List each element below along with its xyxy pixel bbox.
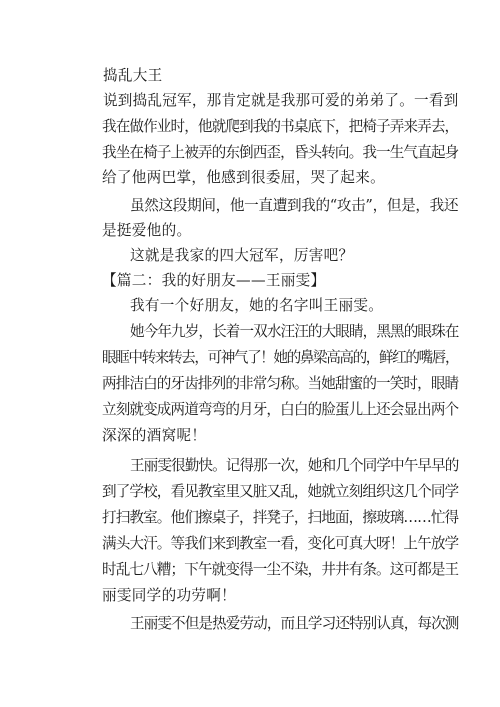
text-line: 时乱七八糟；下午就变得一尘不染，井井有条。这可都是王 (102, 561, 459, 578)
section-heading: 【篇二：我的好朋友——王丽雯】 (102, 272, 326, 289)
text-line: 是挺爱他的。 (102, 222, 192, 239)
text-line: 丽雯同学的功劳啊！ (102, 587, 237, 604)
text-line: 捣乱大王 (103, 67, 163, 84)
text-line: 立刻就变成两道弯弯的月牙，白白的脸蛋儿上还会显出两个 (102, 401, 459, 418)
text-line: 我有一个好朋友，她的名字叫王丽雯。 (130, 297, 384, 314)
text-line: 我坐在椅子上被弄的东倒西歪，昏头转向。我一生气直起身 (102, 144, 459, 161)
text-line: 虽然这段期间，他一直遭到我的“攻击”，但是，我还 (130, 197, 459, 214)
text-line: 我在做作业时，他就爬到我的书桌底下，把椅子弄来弄去， (102, 118, 459, 135)
text-line: 说到捣乱冠军，那肯定就是我那可爱的弟弟了。一看到 (103, 92, 459, 109)
text-line: 深深的酒窝呢！ (102, 427, 207, 444)
text-line: 给了他两巴掌，他感到很委屈，哭了起来。 (102, 169, 385, 186)
text-line: 到了学校，看见教室里又脏又乱，她就立刻组织这几个同学 (102, 483, 459, 500)
text-line: 两排洁白的牙齿排列的非常匀称。当她甜蜜的一笑时，眼睛 (102, 375, 459, 392)
text-line: 王丽雯很勤快。记得那一次，她和几个同学中午早早的 (130, 457, 459, 474)
text-line: 王丽雯不但是热爱劳动，而且学习还特别认真，每次测 (130, 615, 459, 632)
text-line: 眼眶中转来转去，可神气了！她的鼻梁高高的，鲜红的嘴唇， (102, 349, 459, 366)
text-line: 打扫教室。他们擦桌子，拌凳子，扫地面，擦玻璃……忙得 (102, 509, 459, 526)
text-line: 这就是我家的四大冠军，厉害吧？ (130, 247, 354, 264)
text-line: 她今年九岁，长着一双水汪汪的大眼睛，黑黑的眼珠在 (130, 323, 459, 340)
text-line: 满头大汗。等我们来到教室一看，变化可真大呀！上午放学 (102, 535, 459, 552)
